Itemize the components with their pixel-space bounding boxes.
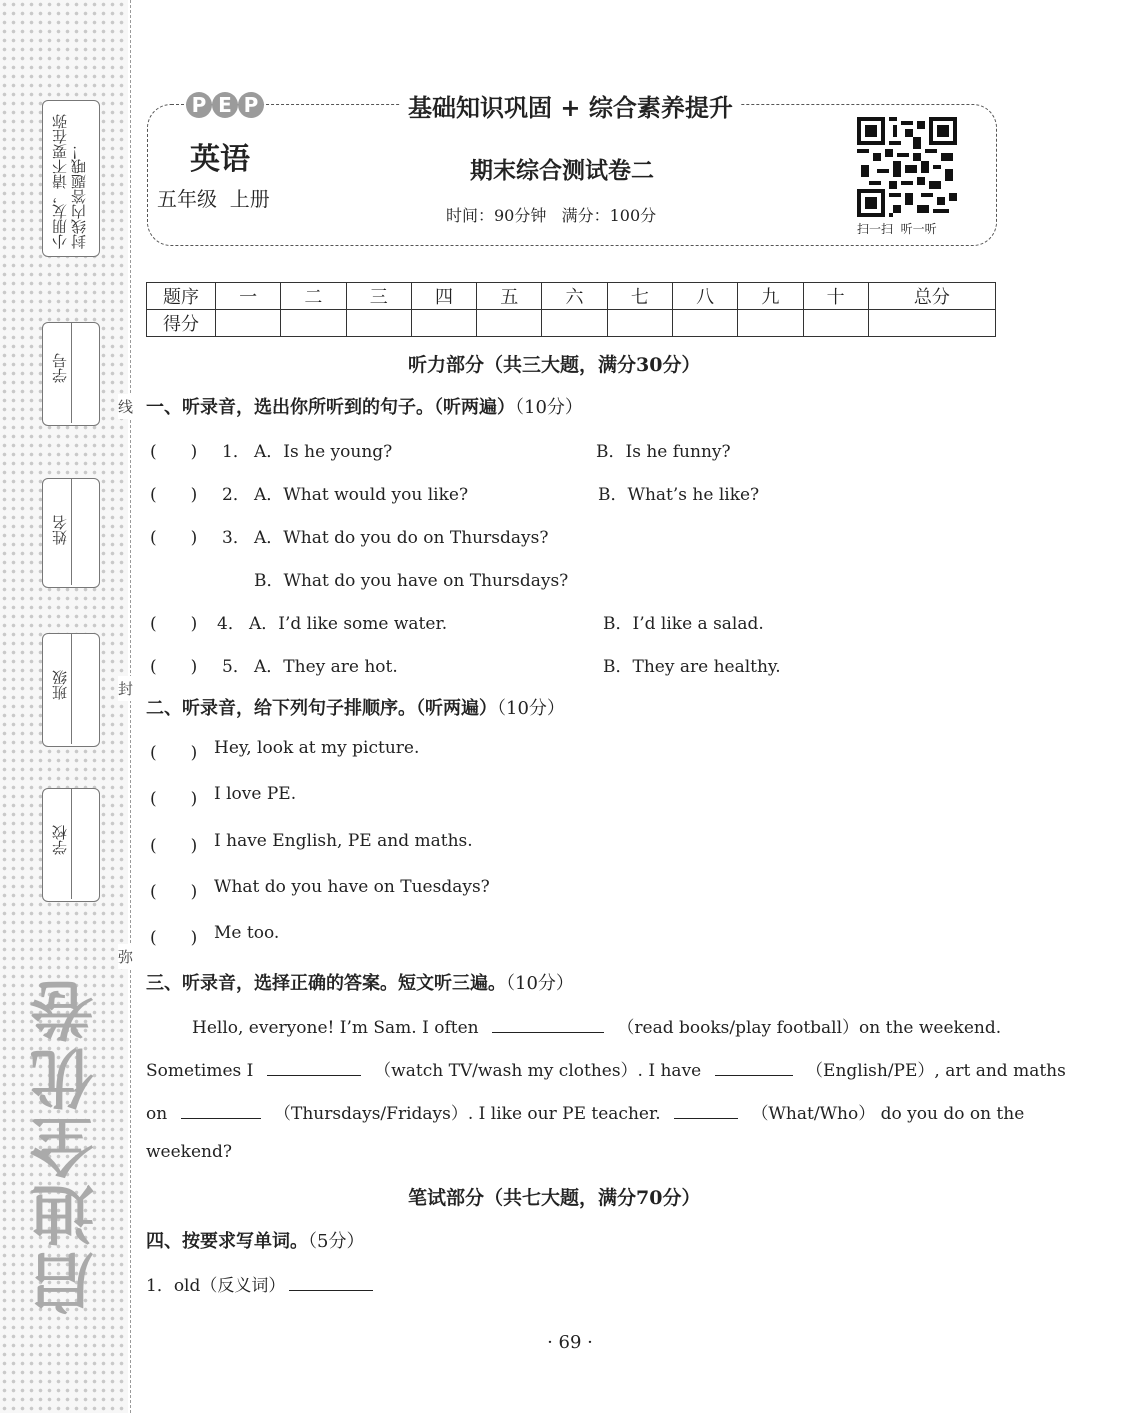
- score-input-cell[interactable]: [607, 310, 672, 337]
- p2-item5-paren[interactable]: ( ): [150, 928, 198, 948]
- name-field[interactable]: [42, 478, 100, 588]
- p1-item4-option-b: B．I’d like a salad.: [603, 614, 764, 634]
- p2-item2-paren[interactable]: ( ): [150, 789, 198, 809]
- p1-item2-paren[interactable]: ( ): [150, 485, 198, 505]
- answer-blank-3[interactable]: [715, 1059, 793, 1076]
- score-input-cell[interactable]: [281, 310, 346, 337]
- class-label: 班级: [51, 670, 69, 700]
- p1-item4-option-a: A．I’d like some water.: [249, 614, 448, 634]
- part1-title: [146, 393, 583, 419]
- part2-title-text: 二、听录音，给下列句子排顺序。（听两遍）: [146, 698, 497, 719]
- p1-item3-paren[interactable]: ( ): [150, 528, 198, 548]
- p2-item4-text: What do you have on Tuesdays?: [214, 877, 490, 897]
- passage-text: Hello, everyone! I’m Sam. I often: [192, 1018, 479, 1038]
- student-id-label: 学号: [51, 353, 69, 383]
- passage-text: （What/Who） do you do on the: [751, 1104, 1025, 1124]
- school-label: 学校: [51, 825, 69, 855]
- p1-item3-option-b: B．What do you have on Thursdays?: [254, 571, 569, 591]
- score-header-row: [147, 283, 996, 310]
- seal-mark-seal: 封: [118, 676, 133, 701]
- answer-blank-2[interactable]: [267, 1059, 361, 1076]
- p1-item5-option-b: B．They are healthy.: [603, 657, 781, 677]
- p1-item1-option-b: B．Is he funny?: [596, 442, 731, 462]
- slogan: 基础知识巩固 + 综合素养提升: [400, 88, 741, 123]
- part3-points: （10分）: [506, 973, 574, 994]
- score-cell: 三: [346, 283, 411, 310]
- score-value-row: [147, 310, 996, 337]
- passage-text: （Thursdays/Fridays）. I like our PE teacher.: [274, 1104, 661, 1124]
- p1-item5-num: 5．: [222, 657, 250, 677]
- p2-item3-text: I have English, PE and maths.: [214, 831, 473, 851]
- p1-item4-paren[interactable]: ( ): [150, 614, 198, 634]
- score-input-cell[interactable]: [411, 310, 476, 337]
- p1-item3-option-a: A．What do you do on Thursdays?: [254, 528, 549, 548]
- pep-letter-e: E: [212, 92, 238, 118]
- part4-title-text: 四、按要求写单词。: [146, 1231, 308, 1252]
- p1-item3-num: 3．: [222, 528, 250, 548]
- passage-text: Sometimes I: [146, 1061, 254, 1081]
- part4-title: [146, 1227, 364, 1253]
- passage-text: （read books/play football）on the weekend.: [617, 1018, 1002, 1038]
- paper-title: 期末综合测试卷二: [470, 157, 654, 184]
- passage-line-3: [146, 1099, 1024, 1124]
- writing-heading: [0, 1183, 1000, 1210]
- p2-item1-paren[interactable]: ( ): [150, 743, 198, 763]
- part3-title-text: 三、听录音，选择正确的答案。短文听三遍。: [146, 973, 506, 994]
- score-input-cell[interactable]: [868, 310, 995, 337]
- score-input-cell[interactable]: [542, 310, 607, 337]
- score-cell: 题序: [147, 283, 216, 310]
- grade-label: 五年级 上册: [157, 187, 270, 211]
- p1-item1-paren[interactable]: ( ): [150, 442, 198, 462]
- p1-item5-paren[interactable]: ( ): [150, 657, 198, 677]
- score-cell: 总分: [868, 283, 995, 310]
- answer-blank-4[interactable]: [181, 1102, 261, 1119]
- p2-item1-text: Hey, look at my picture.: [214, 738, 420, 758]
- score-cell: 十: [803, 283, 868, 310]
- part3-title: [146, 969, 574, 995]
- subject-title: 英语: [190, 142, 250, 177]
- class-field[interactable]: [42, 633, 100, 747]
- part1-title-text: 一、听录音，选出你所听到的句子。（听两遍）: [146, 397, 515, 418]
- answer-blank-1[interactable]: [492, 1016, 604, 1033]
- passage-text: （watch TV/wash my clothes）. I have: [374, 1061, 702, 1081]
- pep-letter-p2: P: [238, 92, 264, 118]
- passage-line-4: weekend?: [146, 1142, 232, 1162]
- school-field[interactable]: [42, 788, 100, 902]
- answer-blank-5[interactable]: [674, 1102, 738, 1119]
- score-cell: 四: [411, 283, 476, 310]
- qr-code-icon[interactable]: [857, 117, 957, 217]
- notice-text: 小朋友，请不要在弥封线内答题哦！: [51, 114, 88, 249]
- score-table: [146, 282, 996, 337]
- p1-item5-option-a: A．They are hot.: [254, 657, 398, 677]
- p1-item2-num: 2．: [222, 485, 250, 505]
- p2-item5-text: Me too.: [214, 923, 280, 943]
- score-cell: 一: [216, 283, 281, 310]
- name-label: 姓名: [51, 515, 69, 545]
- passage-line-2: [146, 1056, 1066, 1081]
- notice-box: [42, 100, 100, 257]
- p4-item1-text: 1．old（反义词）: [146, 1276, 286, 1296]
- seal-mark-mi: 弥: [118, 944, 133, 969]
- part2-title: [146, 694, 565, 720]
- score-input-cell[interactable]: [346, 310, 411, 337]
- p1-item1-option-a: A．Is he young?: [254, 442, 393, 462]
- score-input-cell[interactable]: [477, 310, 542, 337]
- qr-caption: 扫一扫 听一听: [857, 222, 937, 236]
- page-number: · 69 ·: [547, 1332, 593, 1353]
- score-cell: 九: [738, 283, 803, 310]
- score-cell: 七: [607, 283, 672, 310]
- p1-item1-num: 1．: [222, 442, 250, 462]
- score-row-label: 得分: [147, 310, 216, 337]
- p2-item4-paren[interactable]: ( ): [150, 882, 198, 902]
- score-input-cell[interactable]: [672, 310, 737, 337]
- part4-points: （5分）: [308, 1231, 365, 1252]
- p4-item1-blank[interactable]: [289, 1274, 373, 1291]
- seal-mark-line: 线: [118, 394, 133, 419]
- p4-item1: [146, 1271, 373, 1296]
- p1-item4-num: 4．: [217, 614, 245, 634]
- score-cell: 六: [542, 283, 607, 310]
- p2-item2-text: I love PE.: [214, 784, 297, 804]
- score-cell: 二: [281, 283, 346, 310]
- score-cell: 五: [477, 283, 542, 310]
- brand-logo: 启迪全优卷: [31, 975, 105, 1315]
- passage-line-1: [192, 1013, 1001, 1038]
- score-cell: 八: [672, 283, 737, 310]
- p1-item2-option-a: A．What would you like?: [254, 485, 469, 505]
- part1-points: （10分）: [515, 397, 583, 418]
- writing-heading-text: 笔试部分（共七大题，满分70分）: [408, 1187, 701, 1209]
- p1-item2-option-b: B．What’s he like?: [598, 485, 760, 505]
- score-input-cell[interactable]: [738, 310, 803, 337]
- passage-text: on: [146, 1104, 168, 1124]
- score-input-cell[interactable]: [803, 310, 868, 337]
- pep-letter-p1: P: [186, 92, 212, 118]
- part2-points: （10分）: [497, 698, 565, 719]
- listening-heading: [0, 350, 1000, 377]
- score-input-cell[interactable]: [216, 310, 281, 337]
- listening-heading-text: 听力部分（共三大题，满分30分）: [408, 354, 701, 376]
- passage-text: （English/PE）, art and maths: [806, 1061, 1066, 1081]
- time-info: 时间：90分钟 满分：100分: [446, 206, 657, 225]
- p2-item3-paren[interactable]: ( ): [150, 836, 198, 856]
